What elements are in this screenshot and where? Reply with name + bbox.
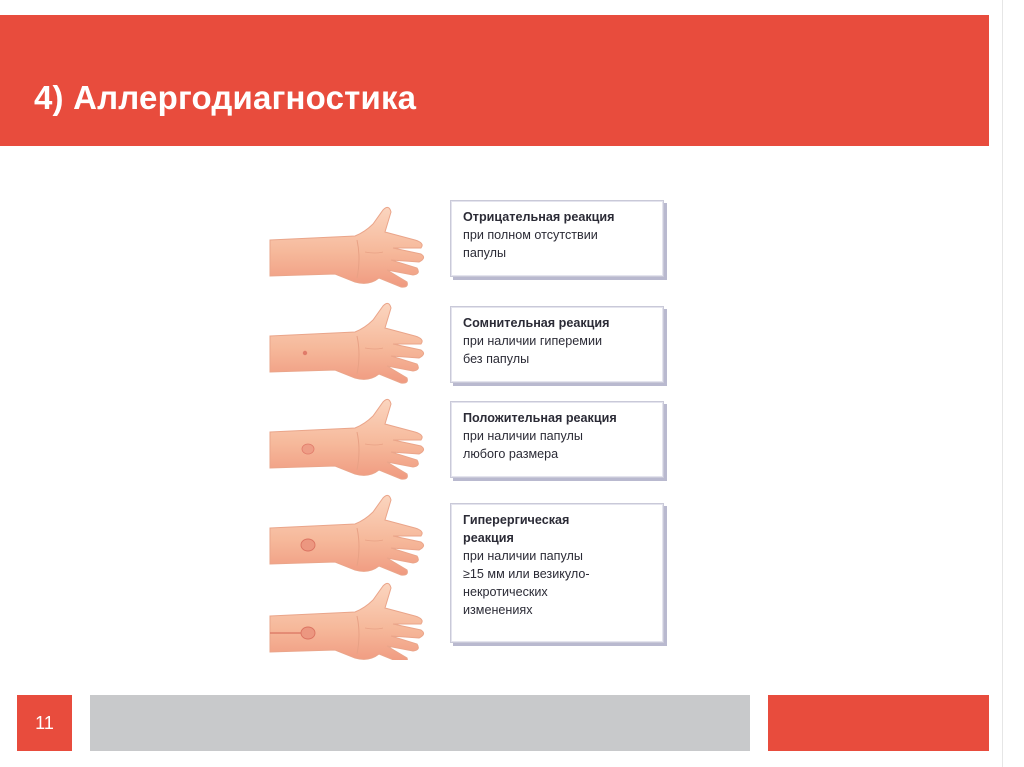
card-doubtful-body: при наличии гиперемии без папулы — [463, 334, 603, 366]
vesicle — [301, 627, 315, 639]
card-positive — [450, 401, 664, 478]
card-negative-body: при полном отсутствии папулы — [463, 228, 598, 260]
card-doubtful — [450, 306, 664, 383]
papule-large — [301, 539, 315, 551]
hyperemia-spot — [303, 351, 307, 355]
card-hyperergic-body: при наличии папулы ≥15 мм или везикуло- некротических изменениях — [463, 549, 590, 617]
hand-hyperergic-1 — [270, 495, 424, 575]
card-negative-head: Отрицательная реакция — [463, 210, 615, 224]
card-hyperergic — [450, 503, 664, 643]
card-negative — [450, 200, 664, 277]
title-bar — [0, 15, 989, 146]
hand-hyperergic-2 — [270, 583, 424, 660]
papule — [302, 444, 314, 454]
hand-positive — [270, 399, 424, 479]
page-number: 11 — [17, 695, 72, 751]
hand-doubtful — [270, 303, 424, 383]
slide-title: 4) Аллергодиагностика — [34, 79, 417, 116]
hands-illustration — [265, 190, 440, 660]
footer-gray-bar — [90, 695, 750, 751]
card-positive-body: при наличии папулы любого размера — [463, 429, 583, 461]
footer-red-bar — [768, 695, 989, 751]
card-positive-head: Положительная реакция — [463, 411, 617, 425]
hand-negative — [270, 207, 424, 287]
card-doubtful-head: Сомнительная реакция — [463, 316, 610, 330]
card-hyperergic-head: Гиперергическая реакция — [463, 513, 570, 545]
